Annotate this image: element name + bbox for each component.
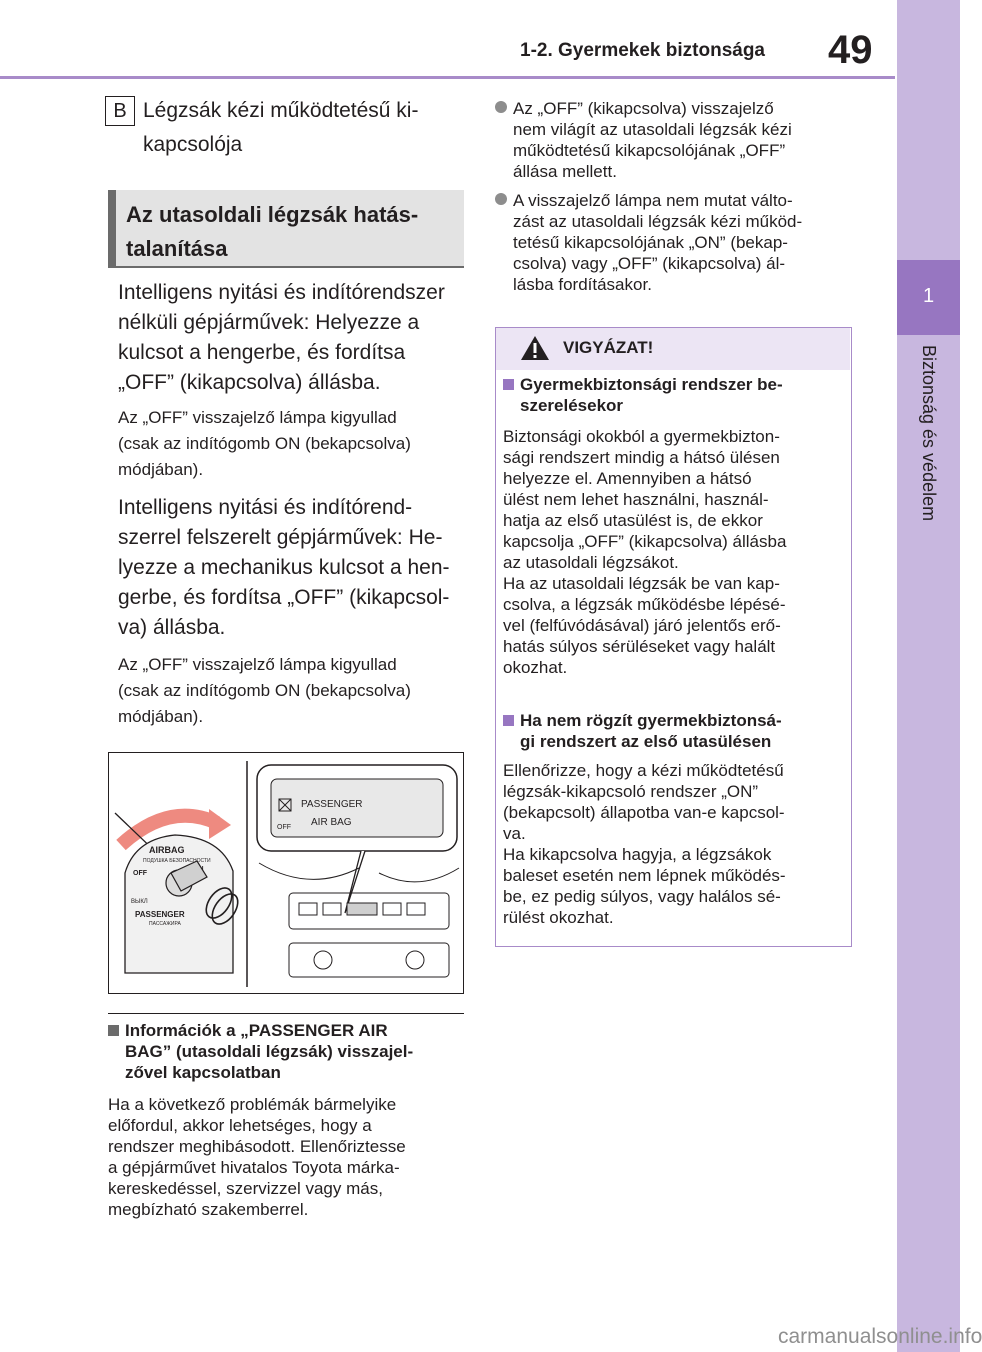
info-heading-line bbox=[108, 1020, 466, 1041]
caution-title: VIGYÁZAT! bbox=[563, 338, 654, 357]
text-line: kereskedéssel, szervizzel vagy más, bbox=[108, 1179, 383, 1198]
chapter-number: 1 bbox=[922, 285, 935, 307]
bullet-item-2 bbox=[495, 190, 855, 295]
display-off-label: OFF bbox=[277, 824, 291, 831]
text-line bbox=[495, 190, 855, 211]
text-line bbox=[495, 98, 855, 119]
text-line: va) állásba. bbox=[118, 616, 226, 639]
text-line: hatás súlyos sérüléseket vagy halált bbox=[503, 637, 776, 656]
section-heading-line: Az utasoldali légzsák hatás- bbox=[126, 202, 419, 227]
airbag-switch-illustration bbox=[108, 752, 464, 994]
text-line: zást az utasoldali légzsák kézi működ- bbox=[513, 212, 803, 231]
text-span: Gyermekbiztonsági rendszer be- bbox=[520, 375, 783, 394]
text-line: szerrel felszerelt gépjárművek: He- bbox=[118, 526, 443, 549]
text-line: rendszer meghibásodott. Ellenőriztesse bbox=[108, 1137, 406, 1156]
text-line: szerelésekor bbox=[520, 396, 624, 415]
text-line: tetésű kikapcsolójának „ON” (bekap- bbox=[513, 233, 788, 252]
switch-cyrillic-bottom: ПАССАЖИРА bbox=[149, 921, 181, 927]
info-body bbox=[108, 1094, 464, 1220]
text-line: (bekapcsolt) állapotba van-e kapcsol- bbox=[503, 803, 785, 822]
text-line: sági rendszert mindig a hátsó ülésen bbox=[503, 448, 780, 467]
text-line: Ha a következő problémák bármelyike bbox=[108, 1095, 397, 1114]
switch-airbag-label: AIRBAG bbox=[149, 845, 185, 855]
caution-sub2-body bbox=[503, 760, 848, 928]
text-line: csolva, a légzsák működésbe lépésé- bbox=[503, 595, 786, 614]
text-line: kapcsolja „OFF” (kikapcsolva) állásba bbox=[503, 532, 787, 551]
bullet-item-1 bbox=[495, 98, 855, 182]
text-line: kulcsot a hengerbe, és fordítsa bbox=[118, 341, 406, 364]
text-line bbox=[503, 374, 848, 395]
text-line: vel (felfúvódásával) járó jelentős erő- bbox=[503, 616, 781, 635]
switch-cyrillic-top: ПОДУШКА БЕЗОПАСНОСТИ bbox=[143, 858, 211, 864]
paragraph-smart-key bbox=[118, 493, 450, 643]
text-line: módjában). bbox=[118, 707, 204, 726]
note-indicator-1 bbox=[118, 405, 411, 483]
text-span: Az „OFF” (kikapcsolva) visszajelző bbox=[513, 99, 774, 118]
text-line: Információk a „PASSENGER AIR bbox=[125, 1021, 388, 1040]
item-marker-b: B bbox=[105, 96, 135, 126]
text-line: (csak az indítógomb ON (bekapcsolva) bbox=[118, 434, 411, 453]
text-line: ülést nem lehet használni, használ- bbox=[503, 490, 769, 509]
text-line: megbízható szakemberrel. bbox=[108, 1200, 309, 1219]
text-line: lásba fordításakor. bbox=[513, 275, 652, 294]
text-line: a gépjárművet hivatalos Toyota márka- bbox=[108, 1158, 400, 1177]
text-line: baleset esetén nem lépnek működés- bbox=[503, 866, 786, 885]
text-line: Az „OFF” visszajelző lámpa kigyullad bbox=[118, 408, 397, 427]
bullet-dot-icon bbox=[495, 101, 507, 113]
text-line: va. bbox=[503, 824, 526, 843]
info-divider bbox=[108, 1013, 464, 1014]
page-number: 49 bbox=[828, 28, 873, 72]
display-passenger-label: PASSENGER bbox=[301, 799, 363, 810]
text-line: hatja az első utasülést is, de ekkor bbox=[503, 511, 763, 530]
text-line: az utasoldali légzsákot. bbox=[503, 553, 679, 572]
text-line: légzsák-kikapcsoló rendszer „ON” bbox=[503, 782, 759, 801]
text-line: Intelligens nyitási és indítórend- bbox=[118, 496, 413, 519]
text-line: be, ez pedig súlyos, vagy halálos sé- bbox=[503, 887, 781, 906]
square-bullet-icon bbox=[108, 1025, 119, 1036]
caution-sub1-body bbox=[503, 426, 848, 678]
chapter-title: Biztonság és védelem bbox=[919, 345, 939, 522]
text-line: Ha kikapcsolva hagyja, a légzsákok bbox=[503, 845, 772, 864]
paragraph-no-smart-key bbox=[118, 278, 445, 398]
switch-passenger-label: PASSENGER bbox=[135, 910, 185, 919]
text-line bbox=[503, 710, 848, 731]
note-indicator-2 bbox=[118, 652, 411, 730]
text-line: Ellenőrizze, hogy a kézi működtetésű bbox=[503, 761, 784, 780]
text-line: Intelligens nyitási és indítórendszer bbox=[118, 281, 445, 304]
switch-off-label: OFF bbox=[133, 870, 147, 877]
item-b-title bbox=[143, 96, 418, 160]
text-line: nélküli gépjárművek: Helyezze a bbox=[118, 311, 420, 334]
text-line: rülést okozhat. bbox=[503, 908, 614, 927]
chapter-side-strip bbox=[897, 0, 960, 1352]
header-rule bbox=[0, 76, 895, 79]
text-line: zővel kapcsolatban bbox=[125, 1063, 281, 1082]
text-line: módjában). bbox=[118, 460, 204, 479]
chapter-title-container bbox=[897, 345, 960, 615]
display-airbag-label: AIR BAG bbox=[311, 817, 352, 828]
bullet-dot-icon bbox=[495, 193, 507, 205]
text-line: Az „OFF” visszajelző lámpa kigyullad bbox=[118, 655, 397, 674]
text-line: Biztonsági okokból a gyermekbizton- bbox=[503, 427, 780, 446]
text-line: „OFF” (kikapcsolva) állásba. bbox=[118, 371, 381, 394]
text-line: Ha az utasoldali légzsák be van kap- bbox=[503, 574, 780, 593]
text-line: állása mellett. bbox=[513, 162, 617, 181]
text-line: (csak az indítógomb ON (bekapcsolva) bbox=[118, 681, 411, 700]
section-heading bbox=[108, 190, 464, 268]
text-line: előfordul, akkor lehetséges, hogy a bbox=[108, 1116, 372, 1135]
section-heading-line: talanítása bbox=[126, 236, 228, 261]
warning-triangle-icon bbox=[520, 334, 550, 362]
text-line: működtetésű kikapcsolójának „OFF” bbox=[513, 141, 786, 160]
text-line: csolva) vagy „OFF” (kikapcsolva) ál- bbox=[513, 254, 786, 273]
text-span: A visszajelző lámpa nem mutat válto- bbox=[513, 191, 793, 210]
text-line: gerbe, és fordítsa „OFF” (kikapcsol- bbox=[118, 586, 450, 609]
text-line: gi rendszert az első utasülésen bbox=[520, 732, 772, 751]
text-line: helyezze el. Amennyiben a hátsó bbox=[503, 469, 752, 488]
caution-sub2-heading bbox=[503, 710, 848, 752]
square-bullet-icon bbox=[503, 379, 514, 390]
item-b-title-line: kapcsolója bbox=[143, 133, 243, 156]
text-line: okozhat. bbox=[503, 658, 568, 677]
info-heading bbox=[108, 1020, 466, 1083]
text-span: Ha nem rögzít gyermekbiztonsá- bbox=[520, 711, 782, 730]
text-line: lyezze a mechanikus kulcsot a hen- bbox=[118, 556, 450, 579]
item-b-title-line: Légzsák kézi működtetésű ki- bbox=[143, 99, 419, 122]
caution-sub1-heading bbox=[503, 374, 848, 416]
watermark: carmanualsonline.info bbox=[778, 1325, 982, 1348]
switch-vykl-label: ВЫКЛ bbox=[131, 899, 148, 905]
text-line: BAG” (utasoldali légzsák) visszajel- bbox=[125, 1042, 414, 1061]
illustration-svg bbox=[109, 753, 463, 993]
section-title: 1-2. Gyermekek biztonsága bbox=[520, 40, 765, 61]
square-bullet-icon bbox=[503, 715, 514, 726]
text-line: nem világít az utasoldali légzsák kézi bbox=[513, 120, 792, 139]
